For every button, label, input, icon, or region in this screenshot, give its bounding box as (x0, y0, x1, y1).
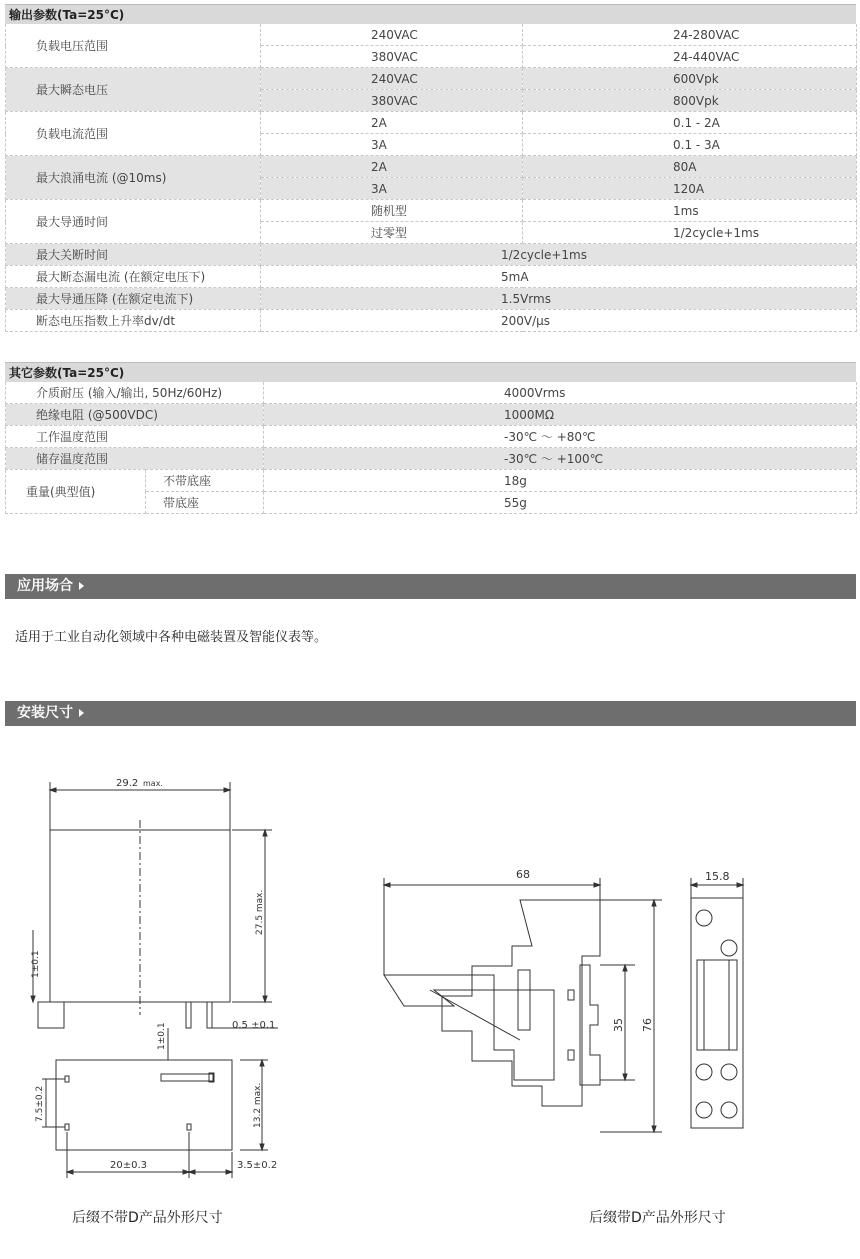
dim-pin-w: 0.5 ±0.1 (232, 1020, 276, 1031)
dim-width: 29.2 (116, 778, 139, 789)
dim-width: 15.8 (705, 870, 730, 883)
row-label: 最大导通时间 (6, 200, 261, 244)
din-clip (580, 965, 600, 1085)
table-row (6, 448, 857, 470)
cell: -30℃ ～ +80℃ (264, 426, 857, 448)
dim-pitch: 20±0.3 (110, 1160, 148, 1171)
dim-length: 68 (516, 868, 530, 881)
cell: 240VAC (261, 24, 523, 46)
drawing-2-caption: 后缀带D产品外形尺寸 (589, 1210, 726, 1226)
output-params-title: 输出参数(Ta=25°C) (5, 4, 856, 24)
cell: 1/2cycle+1ms (523, 222, 857, 244)
cell: 55g (264, 492, 857, 514)
cell: 3A (261, 178, 523, 200)
cell: 380VAC (261, 46, 523, 68)
row-label: 最大关断时间 (6, 244, 261, 266)
socket-front (691, 898, 743, 1128)
row-label: 负载电压范围 (6, 24, 261, 68)
row-label: 储存温度范围 (6, 448, 264, 470)
cell: 0.1 - 3A (523, 134, 857, 156)
cell: 24-440VAC (523, 46, 857, 68)
cell: 过零型 (261, 222, 523, 244)
cell: 1.5Vrms (261, 288, 857, 310)
socket-side (442, 900, 600, 1106)
row-label: 负载电流范围 (6, 112, 261, 156)
dim-height: 27.5 max. (255, 889, 265, 935)
cell: 4000Vrms (264, 382, 857, 404)
cell: 120A (523, 178, 857, 200)
table-row (6, 426, 857, 448)
cell: 800Vpk (523, 90, 857, 112)
table-row (6, 470, 857, 492)
row-label: 介质耐压 (输入/输出, 50Hz/60Hz) (6, 382, 264, 404)
cell: 240VAC (261, 68, 523, 90)
cell: 18g (264, 470, 857, 492)
dim-row: 7.5±0.2 (35, 1085, 45, 1122)
table-row (6, 156, 857, 178)
cell: 0.1 - 2A (523, 112, 857, 134)
row-label: 断态电压指数上升率dv/dt (6, 310, 261, 332)
cell: 3A (261, 134, 523, 156)
output-params-table (5, 24, 857, 332)
cell: 200V/μs (261, 310, 857, 332)
dim-edge: 3.5±0.2 (237, 1160, 278, 1171)
cell: 不带底座 (146, 470, 264, 492)
table-row (6, 404, 857, 426)
dim-height: 76 (641, 1018, 654, 1032)
application-header (5, 574, 856, 599)
cell: 2A (261, 112, 523, 134)
drawing-1-caption: 后缀不带D产品外形尺寸 (72, 1210, 223, 1226)
other-params-title: 其它参数(Ta=25°C) (5, 362, 856, 382)
cell: 80A (523, 156, 857, 178)
application-title: 应用场合 (17, 578, 73, 594)
dim-depth: 13.2 max. (253, 1082, 263, 1128)
cell: 1ms (523, 200, 857, 222)
other-params-table (5, 382, 857, 514)
dim-max: max. (143, 779, 163, 788)
dim-pin-len: 1±0.1 (31, 950, 41, 978)
row-label: 工作温度范围 (6, 426, 264, 448)
table-row (6, 68, 857, 90)
install-header (5, 701, 856, 726)
caret-right-icon (79, 709, 84, 717)
row-label: 重量(典型值) (6, 470, 146, 514)
caret-right-icon (79, 582, 84, 590)
row-label: 最大瞬态电压 (6, 68, 261, 112)
cell: 5mA (261, 266, 857, 288)
cell: 24-280VAC (523, 24, 857, 46)
row-label: 绝缘电阻 (@500VDC) (6, 404, 264, 426)
table-row (6, 382, 857, 404)
table-row (6, 112, 857, 134)
table-row (6, 266, 857, 288)
cell: 1000MΩ (264, 404, 857, 426)
table-row (6, 288, 857, 310)
cell: 带底座 (146, 492, 264, 514)
table-row (6, 24, 857, 46)
cell: 600Vpk (523, 68, 857, 90)
table-row (6, 244, 857, 266)
cell: -30℃ ～ +100℃ (264, 448, 857, 470)
cell: 1/2cycle+1ms (261, 244, 857, 266)
drawing-2 (370, 860, 790, 1160)
cell: 2A (261, 156, 523, 178)
row-label: 最大浪涌电流 (@10ms) (6, 156, 261, 200)
drawing-1 (0, 760, 430, 1200)
cell: 随机型 (261, 200, 523, 222)
row-label: 最大断态漏电流 (在额定电压下) (6, 266, 261, 288)
table-row (6, 200, 857, 222)
dim-pin-off: 1±0.1 (157, 1022, 167, 1050)
row-label: 最大导通压降 (在额定电流下) (6, 288, 261, 310)
dim-rail: 35 (612, 1018, 625, 1032)
cell: 380VAC (261, 90, 523, 112)
table-row (6, 310, 857, 332)
application-text: 适用于工业自动化领域中各种电磁装置及智能仪表等。 (15, 630, 328, 645)
install-title: 安装尺寸 (17, 705, 73, 721)
